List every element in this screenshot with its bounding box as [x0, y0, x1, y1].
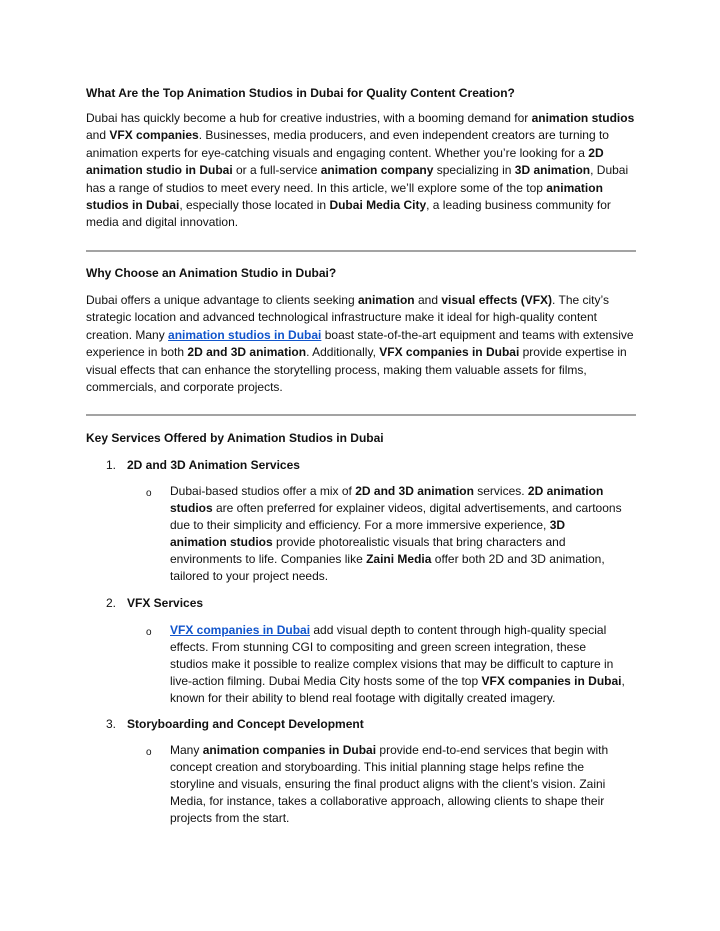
s1-text-4: provide photorealistic visuals that bring characters and environments to life. Companies like [170, 535, 566, 566]
why-paragraph [86, 292, 638, 396]
s1-text-2: services. [473, 484, 528, 498]
s2-text-1: add visual depth to content through high-quality special effects. From stunning CGI to compositing and green screen integration, these studios make it possible to realize complex visions that may be difficult to capture in live-action filming. Dubai Media City hosts some of the top [170, 623, 614, 688]
intro-text-6: , Dubai has a range of studios to meet every need. In this article, we’ll explore some of the top [86, 163, 629, 195]
divider-1 [86, 250, 636, 252]
intro-text-8: , a leading business community for media and digital innovation. [86, 198, 611, 230]
heading-key-services: Key Services Offered by Animation Studios in Dubai [86, 431, 384, 445]
intro-bold-3: 2D animation studio in Dubai [86, 145, 604, 178]
intro-bold-4: animation company [320, 163, 434, 178]
divider-2 [86, 414, 636, 416]
link-animation-studios-dubai[interactable]: animation studios in Dubai [168, 327, 322, 342]
s1-text-3: are often preferred for explainer videos, digital advertisements, and cartoons due to their simplicity and efficiency. For a more immersive experience, [170, 501, 622, 532]
service-title-vfx: VFX Services [127, 596, 204, 610]
intro-text-1: Dubai has quickly become a hub for creative industries, with a booming demand for [86, 111, 532, 125]
bullet-icon: o [146, 488, 152, 499]
intro-text-4: or a full-service [232, 163, 321, 178]
s1-bold-3: 3D animation studios [170, 518, 566, 549]
heading-why-choose: Why Choose an Animation Studio in Dubai? [86, 266, 337, 280]
why-text-2: and [414, 293, 442, 307]
service-desc-2d-3d [170, 483, 625, 585]
s1-bold-2: 2D animation studios [170, 484, 604, 515]
s1-bold-4: Zaini Media [366, 552, 432, 566]
heading-top-studios: What Are the Top Animation Studios in Dubai for Quality Content Creation? [86, 86, 515, 100]
s2-bold-1: VFX companies in Dubai [481, 674, 622, 688]
why-bold-3: 2D and 3D animation [187, 345, 307, 360]
intro-text-5: specializing in [433, 163, 515, 178]
s1-bold-1: 2D and 3D animation [355, 484, 474, 498]
why-text-5: . Additionally, [306, 345, 380, 360]
intro-bold-1: animation studios [531, 111, 635, 125]
intro-text-2: and [86, 128, 110, 143]
intro-text-7: , especially those located in [179, 198, 330, 213]
intro-text-3: . Businesses, media producers, and even independent creators are turning to animation experts for eye-catching visuals and engaging content. Whether you’re looking for a [86, 128, 609, 160]
list-number-2: 2. [106, 596, 117, 610]
why-bold-4: VFX companies in Dubai [379, 345, 520, 360]
bullet-icon: o [146, 747, 152, 758]
why-text-6: provide expertise in visual effects that can enhance the storytelling process, making them valuable assets for films, commercials, and corporate projects. [86, 345, 627, 395]
why-bold-2: visual effects (VFX) [441, 293, 553, 307]
link-vfx-companies-dubai[interactable]: VFX companies in Dubai [170, 623, 311, 637]
s1-text-5: offer both 2D and 3D animation, tailored to your project needs. [170, 552, 605, 583]
list-number-1: 1. [106, 458, 117, 472]
service-desc-vfx [170, 622, 625, 707]
intro-bold-6: animation studios in Dubai [86, 180, 603, 213]
intro-bold-7: Dubai Media City [329, 198, 427, 213]
s1-text-1: Dubai-based studios offer a mix of [170, 484, 356, 498]
s3-bold-1: animation companies in Dubai [202, 743, 377, 757]
why-text-1: Dubai offers a unique advantage to clients seeking [86, 293, 358, 307]
intro-bold-2: VFX companies [109, 128, 199, 143]
bullet-icon: o [146, 627, 152, 638]
s2-text-2: , known for their ability to blend real footage with digitally created imagery. [170, 674, 625, 705]
why-bold-1: animation [357, 293, 415, 307]
list-number-3: 3. [106, 717, 117, 731]
why-text-3: . The city’s strategic location and advanced technological infrastructure make it ideal for high-quality content creation. Many [86, 293, 609, 342]
why-text-4: boast state-of-the-art equipment and teams with extensive experience in both [86, 327, 634, 360]
s3-text-1: Many [170, 743, 203, 757]
service-title-2d-3d: 2D and 3D Animation Services [127, 458, 300, 472]
s3-text-2: provide end-to-end services that begin with concept creation and storyboarding. This initial planning stage helps refine the storyline and visuals, ensuring the final product aligns with the client’s vision. Zaini Media, for instance, takes a collaborative approach, allowing clients to shape their projects from the start. [170, 743, 609, 825]
service-title-storyboarding: Storyboarding and Concept Development [127, 717, 364, 731]
intro-paragraph [86, 110, 638, 232]
intro-bold-5: 3D animation [514, 163, 591, 178]
service-desc-storyboarding [170, 742, 625, 827]
